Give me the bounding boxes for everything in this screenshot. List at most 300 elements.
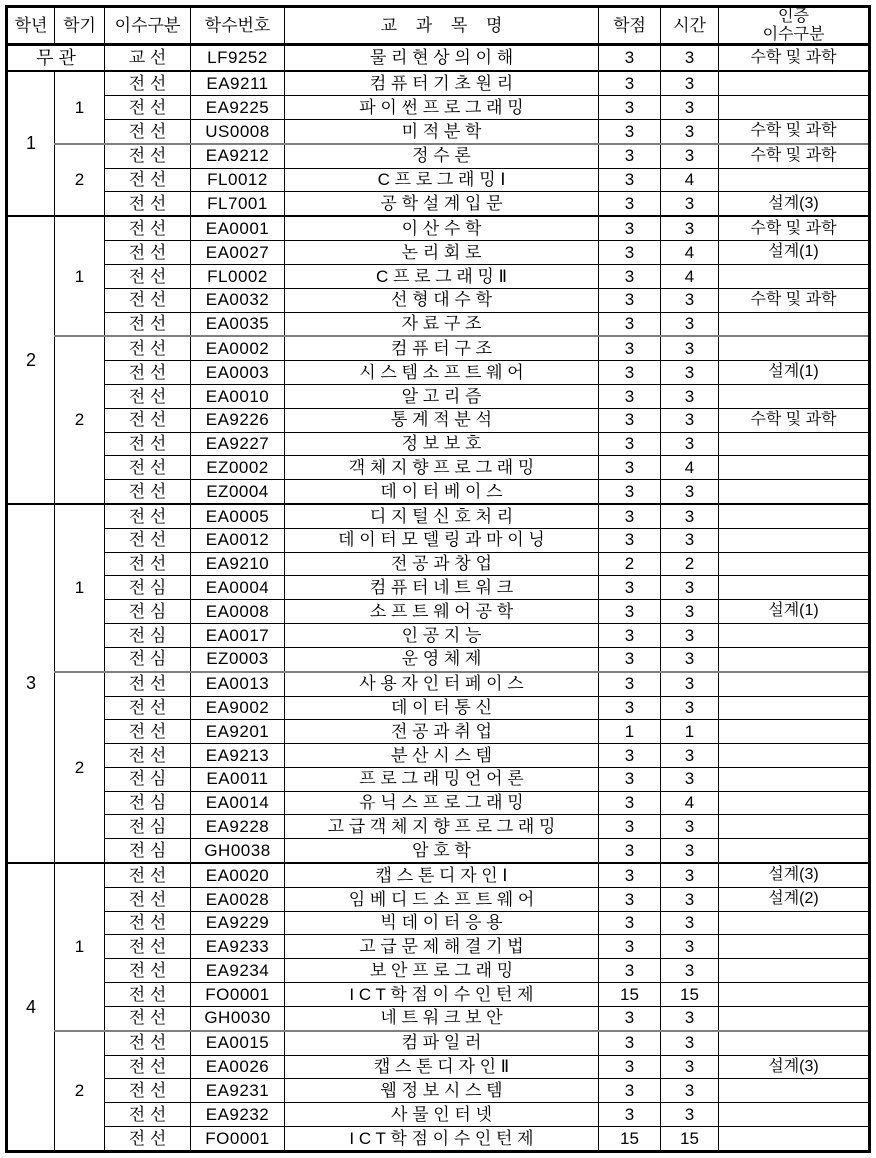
course-row (7, 696, 870, 720)
course-code-cell: EA0008 (191, 600, 285, 624)
course-row (7, 600, 870, 624)
course-row (7, 1006, 870, 1030)
course-name-cell: 컴 퓨 터 기 초 원 리 (285, 71, 599, 95)
course-code-cell: US0008 (191, 119, 285, 143)
cert-cell: 수학 및 과학 (719, 144, 870, 168)
course-row (7, 361, 870, 385)
course-code-cell: EA0015 (191, 1031, 285, 1055)
col-header-semester: 학기 (55, 7, 105, 45)
course-row (7, 385, 870, 409)
course-code-cell: EA0035 (191, 312, 285, 336)
semester-cell: 2 (55, 672, 105, 863)
course-row (7, 241, 870, 265)
cert-cell: 설계(3) (719, 1055, 870, 1079)
cert-cell: 설계(2) (719, 887, 870, 911)
semester-cell: 1 (55, 863, 105, 1031)
hours-cell: 3 (661, 1079, 719, 1103)
credits-cell: 3 (599, 1031, 661, 1055)
hours-cell: 3 (661, 1006, 719, 1030)
course-code-cell: EA9212 (191, 144, 285, 168)
course-name-cell: 정 수 론 (285, 144, 599, 168)
cert-cell: 설계(1) (719, 241, 870, 265)
cert-cell (719, 983, 870, 1007)
col-header-hours: 시간 (661, 7, 719, 45)
course-name-cell: 데 이 터 모 델 링 과 마 이 닝 (285, 528, 599, 552)
course-name-cell: 컴 퓨 터 구 조 (285, 336, 599, 360)
course-name-cell: 객 체 지 향 프 로 그 래 밍 (285, 456, 599, 480)
course-type-cell: 전 선 (105, 361, 191, 385)
course-type-cell: 전 선 (105, 288, 191, 312)
course-row (7, 288, 870, 312)
credits-cell: 3 (599, 672, 661, 696)
course-code-cell: LF9252 (191, 45, 285, 72)
cert-cell (719, 1126, 870, 1151)
course-row (7, 624, 870, 648)
course-row (7, 672, 870, 696)
course-row (7, 192, 870, 216)
course-code-cell: EA0028 (191, 887, 285, 911)
course-row (7, 312, 870, 336)
semester-cell: 1 (55, 216, 105, 336)
hours-cell: 4 (661, 168, 719, 192)
course-row (7, 168, 870, 192)
cert-cell: 설계(1) (719, 361, 870, 385)
hours-cell: 3 (661, 815, 719, 839)
course-type-cell: 전 선 (105, 432, 191, 456)
course-code-cell: EA9229 (191, 911, 285, 935)
course-code-cell: FL7001 (191, 192, 285, 216)
course-type-cell: 전 선 (105, 336, 191, 360)
course-code-cell: EA9226 (191, 408, 285, 432)
hours-cell: 3 (661, 839, 719, 863)
course-code-cell: EA9211 (191, 71, 285, 95)
course-type-cell: 전 선 (105, 959, 191, 983)
curriculum-table (5, 5, 871, 1153)
semester-cell: 1 (55, 504, 105, 672)
col-header-course-name: 교 과 목 명 (285, 7, 599, 45)
cert-cell: 수학 및 과학 (719, 288, 870, 312)
course-type-cell: 전 선 (105, 1006, 191, 1030)
hours-cell: 3 (661, 336, 719, 360)
cert-cell (719, 385, 870, 409)
course-code-cell: EA0027 (191, 241, 285, 265)
course-code-cell: FL0002 (191, 264, 285, 288)
credits-cell: 2 (599, 552, 661, 576)
cert-cell: 수학 및 과학 (719, 216, 870, 240)
course-code-cell: EA9233 (191, 935, 285, 959)
year-cell: 무 관 (7, 45, 105, 72)
cert-cell: 설계(3) (719, 192, 870, 216)
cert-cell (719, 624, 870, 648)
course-name-cell: 시 스 템 소 프 트 웨 어 (285, 361, 599, 385)
course-code-cell: GH0030 (191, 1006, 285, 1030)
cert-cell: 수학 및 과학 (719, 119, 870, 143)
hours-cell: 3 (661, 528, 719, 552)
hours-cell: 4 (661, 456, 719, 480)
course-type-cell: 전 선 (105, 264, 191, 288)
course-code-cell: EA0010 (191, 385, 285, 409)
course-name-cell: 고 급 객 체 지 향 프 로 그 래 밍 (285, 815, 599, 839)
course-type-cell: 전 선 (105, 504, 191, 528)
col-header-cert-line1: 인증 (778, 8, 809, 26)
cert-cell: 설계(1) (719, 600, 870, 624)
hours-cell: 3 (661, 408, 719, 432)
course-type-cell: 전 선 (105, 720, 191, 744)
course-code-cell: EA9234 (191, 959, 285, 983)
hours-cell: 15 (661, 983, 719, 1007)
hours-cell: 3 (661, 935, 719, 959)
course-code-cell: EA9231 (191, 1079, 285, 1103)
course-name-cell: 논 리 회 로 (285, 241, 599, 265)
course-name-cell: 빅 데 이 터 응 용 (285, 911, 599, 935)
course-code-cell: EA0004 (191, 576, 285, 600)
course-name-cell: 네 트 워 크 보 안 (285, 1006, 599, 1030)
course-code-cell: EA9227 (191, 432, 285, 456)
course-code-cell: GH0038 (191, 839, 285, 863)
course-name-cell: 컴 파 일 러 (285, 1031, 599, 1055)
cert-cell (719, 647, 870, 671)
header-row (7, 7, 870, 45)
hours-cell: 3 (661, 432, 719, 456)
course-name-cell: 프 로 그 래 밍 언 어 론 (285, 767, 599, 791)
year-cell: 1 (7, 71, 55, 216)
hours-cell: 3 (661, 863, 719, 887)
course-row (7, 959, 870, 983)
hours-cell: 3 (661, 647, 719, 671)
credits-cell: 3 (599, 791, 661, 815)
course-type-cell: 전 심 (105, 647, 191, 671)
course-name-cell: 선 형 대 수 학 (285, 288, 599, 312)
course-row (7, 119, 870, 143)
course-name-cell: 알 고 리 즘 (285, 385, 599, 409)
credits-cell: 15 (599, 983, 661, 1007)
cert-cell (719, 911, 870, 935)
cert-cell (719, 672, 870, 696)
course-type-cell: 전 선 (105, 863, 191, 887)
course-row (7, 1055, 870, 1079)
course-row (7, 935, 870, 959)
course-row (7, 336, 870, 360)
cert-cell (719, 720, 870, 744)
course-name-cell: 사 물 인 터 넷 (285, 1103, 599, 1127)
course-code-cell: FL0012 (191, 168, 285, 192)
course-name-cell: 물 리 현 상 의 이 해 (285, 45, 599, 72)
course-row (7, 983, 870, 1007)
course-code-cell: EA9210 (191, 552, 285, 576)
course-row (7, 576, 870, 600)
course-name-cell: 정 보 보 호 (285, 432, 599, 456)
course-name-cell: 데 이 터 통 신 (285, 696, 599, 720)
course-name-cell: 암 호 학 (285, 839, 599, 863)
credits-cell: 3 (599, 216, 661, 240)
course-name-cell: 고 급 문 제 해 결 기 법 (285, 935, 599, 959)
course-row (7, 264, 870, 288)
course-type-cell: 전 선 (105, 1031, 191, 1055)
course-code-cell: EA0002 (191, 336, 285, 360)
course-type-cell: 전 선 (105, 385, 191, 409)
cert-cell (719, 456, 870, 480)
cert-cell (719, 552, 870, 576)
course-name-cell: C 프 로 그 래 밍 Ⅰ (285, 168, 599, 192)
course-type-cell: 전 선 (105, 192, 191, 216)
credits-cell: 3 (599, 1079, 661, 1103)
hours-cell: 3 (661, 119, 719, 143)
course-row (7, 744, 870, 768)
course-name-cell: 분 산 시 스 템 (285, 744, 599, 768)
course-code-cell: EA0005 (191, 504, 285, 528)
col-header-cert (719, 7, 870, 45)
cert-cell (719, 791, 870, 815)
course-row (7, 504, 870, 528)
hours-cell: 3 (661, 672, 719, 696)
course-row (7, 552, 870, 576)
course-code-cell: EA0032 (191, 288, 285, 312)
course-name-cell: 파 이 썬 프 로 그 래 밍 (285, 96, 599, 120)
course-type-cell: 전 선 (105, 983, 191, 1007)
course-name-cell: C 프 로 그 래 밍 Ⅱ (285, 264, 599, 288)
credits-cell: 3 (599, 312, 661, 336)
col-header-course-type: 이수구분 (105, 7, 191, 45)
credits-cell: 15 (599, 1126, 661, 1151)
cert-cell (719, 336, 870, 360)
course-code-cell: EZ0003 (191, 647, 285, 671)
credits-cell: 3 (599, 288, 661, 312)
credits-cell: 3 (599, 696, 661, 720)
curriculum-table-body (7, 45, 870, 1152)
course-code-cell: EZ0002 (191, 456, 285, 480)
course-name-cell: 전 공 과 창 업 (285, 552, 599, 576)
course-row (7, 863, 870, 887)
course-name-cell: I C T 학 점 이 수 인 턴 제 (285, 1126, 599, 1151)
course-code-cell: EA0017 (191, 624, 285, 648)
course-name-cell: 캡 스 톤 디 자 인 Ⅱ (285, 1055, 599, 1079)
course-name-cell: 임 베 디 드 소 프 트 웨 어 (285, 887, 599, 911)
course-name-cell: 전 공 과 취 업 (285, 720, 599, 744)
cert-cell (719, 1079, 870, 1103)
course-row (7, 1103, 870, 1127)
course-row (7, 480, 870, 504)
course-row (7, 1031, 870, 1055)
hours-cell: 3 (661, 744, 719, 768)
course-type-cell: 전 선 (105, 1126, 191, 1151)
credits-cell: 3 (599, 624, 661, 648)
credits-cell: 3 (599, 600, 661, 624)
year-cell: 3 (7, 504, 55, 863)
course-row (7, 456, 870, 480)
credits-cell: 1 (599, 720, 661, 744)
hours-cell: 3 (661, 959, 719, 983)
course-type-cell: 전 선 (105, 1079, 191, 1103)
course-type-cell: 전 선 (105, 480, 191, 504)
credits-cell: 3 (599, 264, 661, 288)
credits-cell: 3 (599, 192, 661, 216)
cert-cell (719, 480, 870, 504)
course-code-cell: EA9002 (191, 696, 285, 720)
hours-cell: 3 (661, 600, 719, 624)
cert-cell (719, 432, 870, 456)
hours-cell: 4 (661, 264, 719, 288)
cert-cell (719, 264, 870, 288)
course-type-cell: 전 심 (105, 767, 191, 791)
course-type-cell: 전 선 (105, 119, 191, 143)
hours-cell: 3 (661, 312, 719, 336)
cert-cell: 수학 및 과학 (719, 45, 870, 72)
course-type-cell: 전 심 (105, 624, 191, 648)
course-code-cell: EA0003 (191, 361, 285, 385)
semester-cell: 2 (55, 144, 105, 217)
year-cell: 4 (7, 863, 55, 1151)
credits-cell: 3 (599, 911, 661, 935)
hours-cell: 2 (661, 552, 719, 576)
credits-cell: 3 (599, 456, 661, 480)
course-code-cell: EA0011 (191, 767, 285, 791)
course-type-cell: 전 선 (105, 216, 191, 240)
cert-cell (719, 959, 870, 983)
course-code-cell: EA0013 (191, 672, 285, 696)
course-name-cell: 소 프 트 웨 어 공 학 (285, 600, 599, 624)
credits-cell: 3 (599, 576, 661, 600)
cert-cell (719, 71, 870, 95)
credits-cell: 3 (599, 480, 661, 504)
course-code-cell: EZ0004 (191, 480, 285, 504)
course-name-cell: 데 이 터 베 이 스 (285, 480, 599, 504)
course-row (7, 1126, 870, 1151)
course-name-cell: 캡 스 톤 디 자 인 Ⅰ (285, 863, 599, 887)
course-code-cell: EA9213 (191, 744, 285, 768)
course-name-cell: 컴 퓨 터 네 트 워 크 (285, 576, 599, 600)
course-row (7, 528, 870, 552)
course-type-cell: 전 선 (105, 528, 191, 552)
hours-cell: 3 (661, 624, 719, 648)
credits-cell: 3 (599, 119, 661, 143)
course-name-cell: I C T 학 점 이 수 인 턴 제 (285, 983, 599, 1007)
credits-cell: 3 (599, 144, 661, 168)
course-type-cell: 전 선 (105, 911, 191, 935)
course-row (7, 144, 870, 168)
course-row (7, 71, 870, 95)
course-name-cell: 유 닉 스 프 로 그 래 밍 (285, 791, 599, 815)
credits-cell: 3 (599, 863, 661, 887)
cert-cell (719, 767, 870, 791)
course-row (7, 767, 870, 791)
hours-cell: 3 (661, 216, 719, 240)
course-row (7, 887, 870, 911)
course-type-cell: 전 선 (105, 1103, 191, 1127)
credits-cell: 3 (599, 815, 661, 839)
cert-cell (719, 839, 870, 863)
hours-cell: 3 (661, 71, 719, 95)
table-header (7, 7, 870, 45)
course-row (7, 1079, 870, 1103)
cert-cell (719, 96, 870, 120)
credits-cell: 3 (599, 408, 661, 432)
hours-cell: 3 (661, 696, 719, 720)
semester-cell: 2 (55, 1031, 105, 1152)
cert-cell (719, 312, 870, 336)
course-type-cell: 전 선 (105, 744, 191, 768)
course-type-cell: 전 선 (105, 552, 191, 576)
course-type-cell: 전 선 (105, 144, 191, 168)
hours-cell: 15 (661, 1126, 719, 1151)
course-type-cell: 교 선 (105, 45, 191, 72)
course-type-cell: 전 심 (105, 791, 191, 815)
hours-cell: 4 (661, 241, 719, 265)
course-row (7, 911, 870, 935)
cert-cell: 수학 및 과학 (719, 408, 870, 432)
cert-cell: 설계(3) (719, 863, 870, 887)
cert-cell (719, 504, 870, 528)
hours-cell: 3 (661, 1055, 719, 1079)
credits-cell: 3 (599, 1055, 661, 1079)
course-type-cell: 전 선 (105, 71, 191, 95)
course-type-cell: 전 심 (105, 576, 191, 600)
course-name-cell: 이 산 수 학 (285, 216, 599, 240)
hours-cell: 3 (661, 96, 719, 120)
hours-cell: 3 (661, 385, 719, 409)
course-name-cell: 공 학 설 계 입 문 (285, 192, 599, 216)
credits-cell: 3 (599, 887, 661, 911)
course-type-cell: 전 선 (105, 935, 191, 959)
credits-cell: 3 (599, 1103, 661, 1127)
course-type-cell: 전 선 (105, 408, 191, 432)
course-code-cell: EA0020 (191, 863, 285, 887)
cert-cell (719, 935, 870, 959)
course-row (7, 647, 870, 671)
credits-cell: 3 (599, 647, 661, 671)
hours-cell: 3 (661, 911, 719, 935)
credits-cell: 3 (599, 241, 661, 265)
course-code-cell: FO0001 (191, 1126, 285, 1151)
credits-cell: 3 (599, 45, 661, 72)
course-code-cell: EA0014 (191, 791, 285, 815)
course-type-cell: 전 심 (105, 600, 191, 624)
col-header-course-code: 학수번호 (191, 7, 285, 45)
credits-cell: 3 (599, 839, 661, 863)
course-name-cell: 디 지 털 신 호 처 리 (285, 504, 599, 528)
course-type-cell: 전 선 (105, 96, 191, 120)
course-type-cell: 전 선 (105, 456, 191, 480)
credits-cell: 3 (599, 361, 661, 385)
course-row (7, 432, 870, 456)
course-type-cell: 전 선 (105, 887, 191, 911)
cert-cell (719, 744, 870, 768)
cert-cell (719, 576, 870, 600)
hours-cell: 4 (661, 791, 719, 815)
course-name-cell: 통 계 적 분 석 (285, 408, 599, 432)
course-row (7, 96, 870, 120)
hours-cell: 3 (661, 45, 719, 72)
credits-cell: 3 (599, 385, 661, 409)
credits-cell: 3 (599, 744, 661, 768)
course-row (7, 791, 870, 815)
semester-cell: 1 (55, 71, 105, 144)
hours-cell: 3 (661, 576, 719, 600)
course-name-cell: 인 공 지 능 (285, 624, 599, 648)
course-type-cell: 전 선 (105, 241, 191, 265)
credits-cell: 3 (599, 1006, 661, 1030)
course-row (7, 839, 870, 863)
course-row (7, 408, 870, 432)
credits-cell: 3 (599, 767, 661, 791)
course-code-cell: EA0012 (191, 528, 285, 552)
course-name-cell: 미 적 분 학 (285, 119, 599, 143)
course-name-cell: 운 영 체 제 (285, 647, 599, 671)
cert-cell (719, 815, 870, 839)
cert-cell (719, 1006, 870, 1030)
cert-cell (719, 1031, 870, 1055)
course-type-cell: 전 심 (105, 815, 191, 839)
hours-cell: 3 (661, 361, 719, 385)
